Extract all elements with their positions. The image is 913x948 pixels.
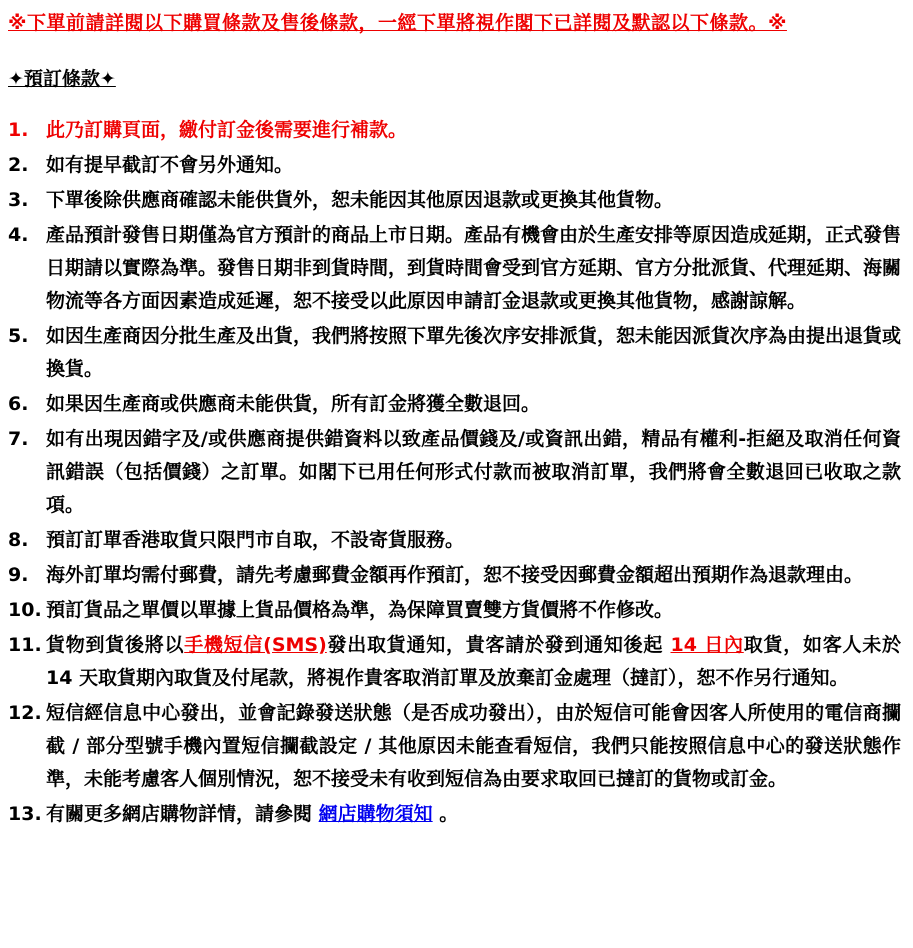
term-text: 產品預計發售日期僅為官方預計的商品上市日期。產品有機會由於生產安排等原因造成延期，正式發售日期請以實際為準。發售日期非到貨時間，到貨時間會受到官方延期、官方分批派貨、代理延期、海關物流等各方面因素造成延遲，恕不接受以此原因申請訂金退款或更換其他貨物，感謝諒解。	[46, 223, 902, 312]
term-item-9	[8, 559, 901, 592]
term-text: 預訂訂單香港取貨只限門市自取，不設寄貨服務。	[46, 528, 465, 551]
term-text: 下單後除供應商確認未能供貨外，恕未能因其他原因退款或更換其他貨物。	[46, 188, 674, 211]
term-number: 12.	[8, 701, 42, 724]
term-text: 短信經信息中心發出，並會記錄發送狀態（是否成功發出），由於短信可能會因客人所使用的電信商攔截 / 部分型號手機內置短信攔截設定 / 其他原因未能查看短信，我們只能按照信息中心的發送狀態作準，未能考慮客人個別情況，恕不接受未有收到短信為由要求取回已撻訂的貨物或訂金。	[46, 701, 901, 790]
term-item-3	[8, 184, 901, 217]
term-text: 此乃訂購頁面，繳付訂金後需要進行補款。	[46, 118, 408, 141]
term-text: 如因生產商因分批生產及出貨，我們將按照下單先後次序安排派貨，恕未能因派貨次序為由提出退貨或換貨。	[46, 324, 902, 380]
term-item-13	[8, 798, 901, 831]
term-number: 2.	[8, 153, 29, 176]
highlight-text: 14 日內	[670, 633, 744, 656]
term-item-2	[8, 149, 901, 182]
term-text: 海外訂單均需付郵費，請先考慮郵費金額再作預訂，恕不接受因郵費金額超出預期作為退款理由。	[46, 563, 864, 586]
term-text: 有關更多網店購物詳情，請參閱 網店購物須知 。	[46, 802, 459, 825]
term-item-6	[8, 388, 901, 421]
term-item-5	[8, 320, 901, 386]
term-item-10	[8, 594, 901, 627]
term-text: 如有出現因錯字及/或供應商提供錯資料以致產品價錢及/或資訊出錯，精品有權利-拒絕及取消任何資訊錯誤（包括價錢）之訂單。如閣下已用任何形式付款而被取消訂單，我們將會全數退回已收取之款項。	[46, 427, 901, 516]
term-item-11	[8, 629, 901, 695]
term-number: 13.	[8, 802, 42, 825]
term-number: 3.	[8, 188, 29, 211]
term-number: 10.	[8, 598, 42, 621]
highlight-text: 手機短信(SMS)	[184, 633, 327, 656]
shop-guide-link[interactable]: 網店購物須知	[318, 802, 433, 825]
term-number: 1.	[8, 118, 29, 141]
term-text: 如果因生產商或供應商未能供貨，所有訂金將獲全數退回。	[46, 392, 541, 415]
section-header-preorder-terms: ✦預訂條款✦	[8, 67, 116, 90]
term-number: 7.	[8, 427, 29, 450]
term-number: 9.	[8, 563, 29, 586]
term-text: 貨物到貨後將以手機短信(SMS)發出取貨通知，貴客請於發到通知後起 14 日內取貨，如客人未於 14 天取貨期內取貨及付尾款，將視作貴客取消訂單及放棄訂金處理（撻訂），恕不作另行通知。	[46, 633, 901, 689]
term-number: 5.	[8, 324, 29, 347]
term-number: 11.	[8, 633, 42, 656]
terms-list	[8, 114, 901, 831]
term-item-1	[8, 114, 901, 147]
term-text: 如有提早截訂不會另外通知。	[46, 153, 294, 176]
term-number: 8.	[8, 528, 29, 551]
term-item-12	[8, 697, 901, 796]
term-number: 6.	[8, 392, 29, 415]
term-text: 預訂貨品之單價以單據上貨品價格為準，為保障買賣雙方貨價將不作修改。	[46, 598, 674, 621]
term-item-8	[8, 524, 901, 557]
page-title: ※下單前請詳閱以下購買條款及售後條款，一經下單將視作閣下已詳閱及默認以下條款。※	[8, 12, 787, 34]
term-number: 4.	[8, 223, 29, 246]
term-item-7	[8, 423, 901, 522]
term-item-4	[8, 219, 901, 318]
